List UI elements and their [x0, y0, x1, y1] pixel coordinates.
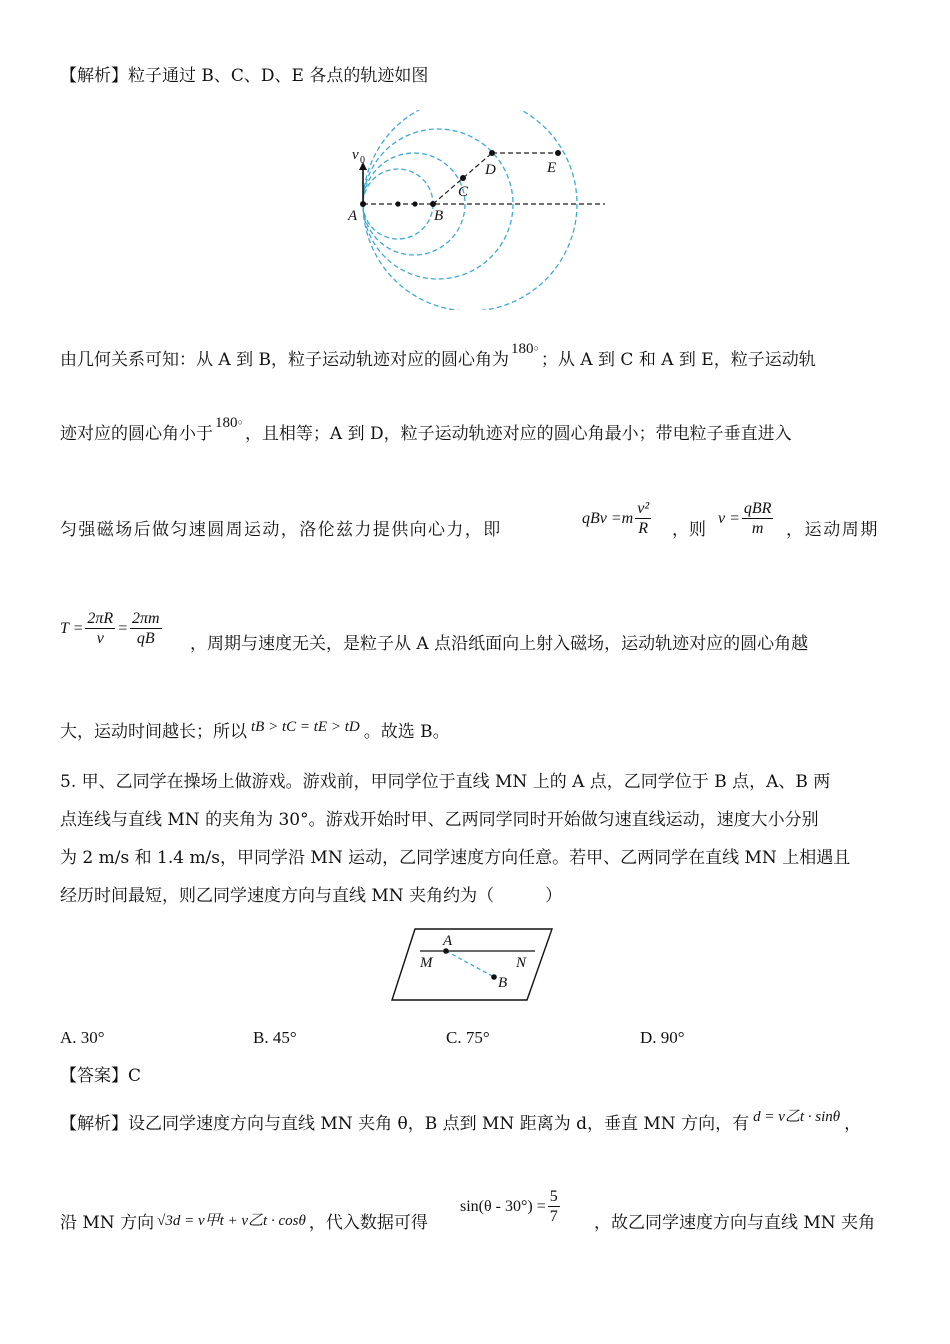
p2-angle: 180○	[215, 415, 243, 431]
p4-text-b: ，周期与速度无关，是粒子从 A 点沿纸面向上射入磁场，运动轨迹对应的圆心角越	[190, 634, 809, 654]
p3-text-b: ，运动周期	[786, 520, 879, 540]
point-c	[460, 175, 466, 181]
point-b-q5	[491, 974, 497, 980]
q5-line-4: 经历时间最短，则乙同学速度方向与直线 MN 夹角约为（ ）	[60, 886, 563, 906]
point-b	[430, 201, 436, 207]
p3-mid: ，则	[672, 520, 706, 540]
label-v0-sub: 0	[360, 155, 365, 166]
p5-text-a: 大，运动时间越长；所以	[60, 722, 247, 742]
label-b: B	[434, 208, 444, 224]
option-d[interactable]: D. 90°	[640, 1028, 685, 1047]
p1-text-a: 由几何关系可知：从 A 到 B，粒子运动轨迹对应的圆心角为	[60, 350, 509, 370]
eq-velocity: v = $\frac{\text{qBR}}{m}$	[718, 500, 772, 537]
analysis2-line-2	[60, 1213, 428, 1234]
p3-text-a: 匀强磁场后做匀速圆周运动，洛伦兹力提供向心力，即	[60, 520, 502, 540]
eq-lorentz: qBv =m $\frac{\text{v²}}{R}$	[582, 500, 650, 537]
option-a[interactable]: A. 30°	[60, 1028, 105, 1047]
label-n: N	[516, 955, 527, 971]
eq-period: T = $\frac{2\pi R}{v}$ = $\frac{2\pi m}{qB}$	[60, 610, 160, 647]
a2-l2-mid: ，代入数据可得	[308, 1213, 428, 1233]
point-e	[555, 150, 561, 156]
label-b-q5: B	[498, 975, 508, 991]
eq-sin: sin(θ - 30°) = $\frac{5}{7}$	[460, 1188, 558, 1225]
point-d	[489, 150, 495, 156]
point-2	[412, 201, 417, 206]
p1-text-b: ；从 A 到 C 和 A 到 E，粒子运动轨	[540, 350, 816, 370]
point-a-q5	[443, 948, 449, 954]
q5-line-3: 为 2 m/s 和 1.4 m/s，甲同学沿 MN 运动，乙同学速度方向任意。若甲、乙两同学在直线 MN 上相遇且	[60, 848, 851, 868]
label-d: D	[485, 162, 496, 178]
p5-text-b: 。故选 B。	[363, 722, 450, 742]
analysis-p2	[60, 415, 792, 445]
trajectory-figure	[340, 110, 610, 310]
label-v0: v	[352, 147, 359, 163]
option-c[interactable]: C. 75°	[446, 1028, 490, 1047]
analysis2-line-1	[60, 1109, 862, 1135]
point-1	[395, 201, 400, 206]
a2-l2-text-b: ，故乙同学速度方向与直线 MN 夹角	[594, 1213, 876, 1233]
analysis-p1	[60, 341, 816, 371]
q5-line-2: 点连线与直线 MN 的夹角为 30°。游戏开始时甲、乙两同学同时开始做匀速直线运动，速度大小分别	[60, 810, 819, 830]
analysis-p5	[60, 719, 450, 743]
q5-line-1: 5. 甲、乙同学在操场上做游戏。游戏前，甲同学位于直线 MN 上的 A 点，乙同学位于 B 点，A、B 两	[60, 772, 831, 792]
label-c: C	[458, 184, 469, 200]
analysis-p3	[60, 520, 502, 540]
option-b[interactable]: B. 45°	[253, 1028, 297, 1047]
p2-text-b: ，且相等；A 到 D，粒子运动轨迹对应的圆心角最小；带电粒子垂直进入	[244, 424, 792, 444]
label-m: M	[420, 955, 433, 971]
p2-text-a: 迹对应的圆心角小于	[60, 424, 213, 444]
p5-inequality: tB > tC = tE > tD	[251, 719, 360, 735]
a2-l2-eq: √3d = v甲t + v乙t · cosθ	[157, 1213, 306, 1229]
a2-l1-end: ，	[844, 1114, 862, 1134]
a2-l1-text: 【解析】设乙同学速度方向与直线 MN 夹角 θ，B 点到 MN 距离为 d，垂直 MN 方向，有	[60, 1114, 750, 1134]
segment-ab	[446, 951, 494, 977]
answer: 【答案】C	[60, 1066, 142, 1086]
playground-figure	[390, 925, 560, 1005]
label-a: A	[348, 208, 358, 224]
a2-l2-text-a: 沿 MN 方向	[60, 1213, 155, 1233]
trajectory-circle-e	[363, 110, 577, 310]
point-a	[360, 201, 366, 207]
p1-angle: 180○	[510, 341, 539, 357]
label-a-q5: A	[443, 933, 453, 949]
analysis-intro: 【解析】粒子通过 B、C、D、E 各点的轨迹如图	[60, 66, 429, 86]
a2-l1-eq: d = v乙t · sinθ	[753, 1109, 841, 1125]
label-e: E	[547, 160, 557, 176]
